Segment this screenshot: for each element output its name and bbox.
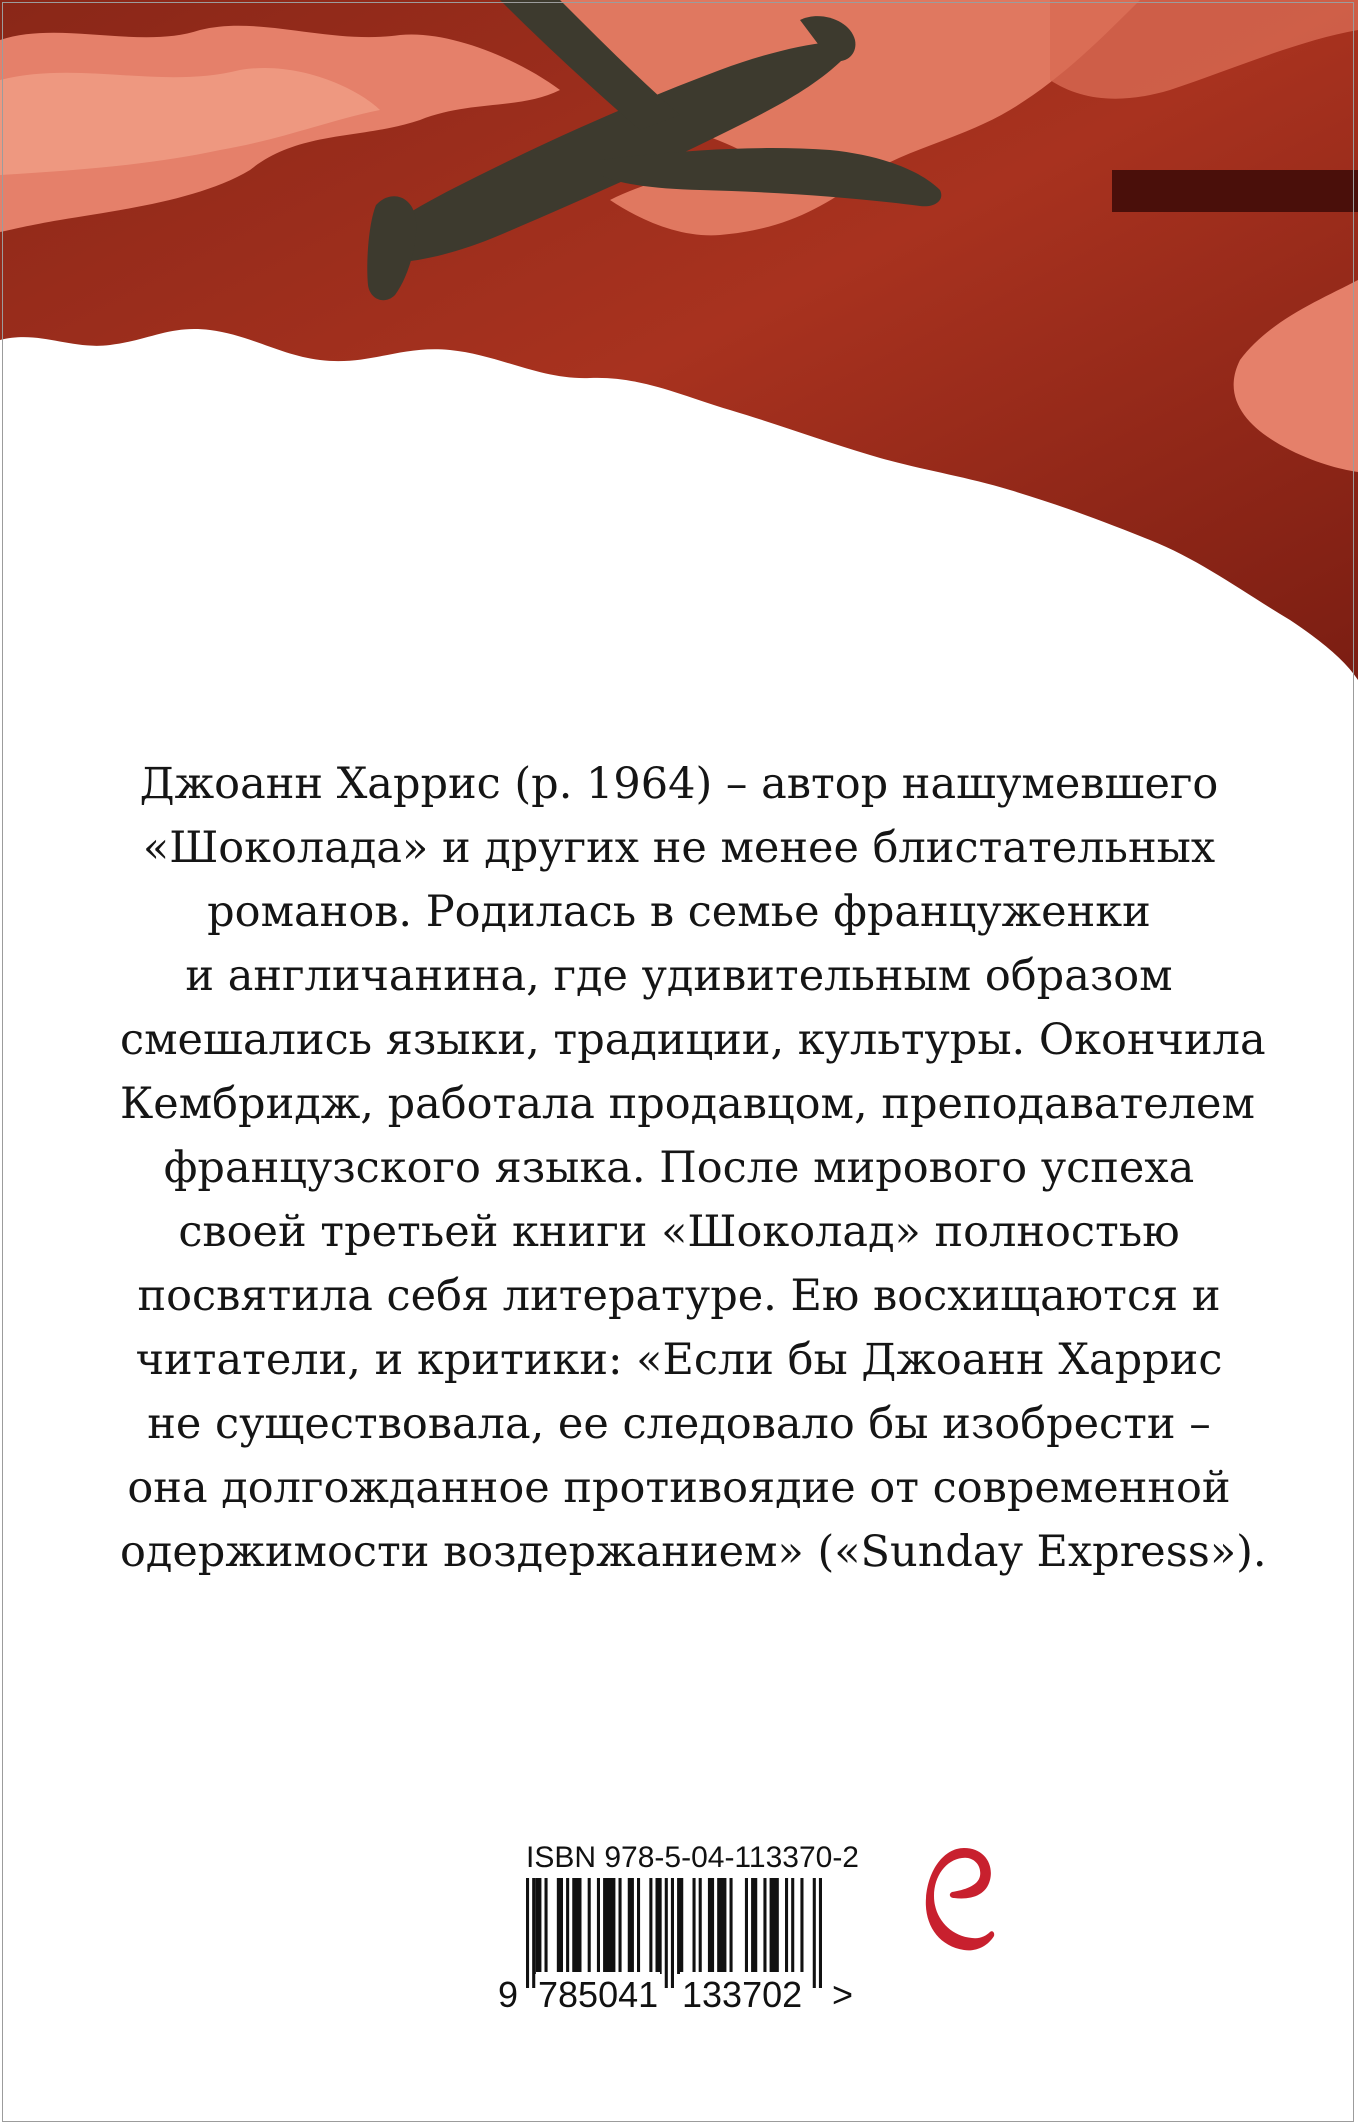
barcode-bar [800,1878,803,1974]
sky-illustration [0,0,1358,700]
blurb-line: читатели, и критики: «Если бы Джоанн Харрис [135,1335,1223,1385]
isbn-barcode [496,1838,859,2018]
barcode-bar [588,1878,591,1974]
barcode-bar [770,1878,779,1974]
barcode-bar [693,1878,696,1974]
barcode-bar [751,1878,757,1974]
barcode-bar [699,1878,702,1974]
barcode-bar [557,1878,563,1974]
barcode-left-group: 785041 [536,1972,660,2018]
blurb-line: Кембридж, работала продавцом, преподавателем [120,1079,1255,1129]
barcode-bar [628,1878,634,1974]
barcode-bar [603,1878,615,1974]
barcode-lead-digit: 9 [496,1972,520,2018]
barcode-bar [763,1878,766,1974]
blurb-line: своей третьей книги «Шоколад» полностью [178,1207,1180,1257]
blurb-line: романов. Родилась в семье француженки [207,887,1151,937]
barcode-bar [785,1878,788,1974]
publisher-logo [924,1844,996,1954]
blurb-line: одержимости воздержанием» («Sunday Express»). [120,1527,1267,1577]
barcode-bar [649,1878,652,1974]
blurb-line: французского языка. После мирового успеха [163,1143,1195,1193]
blurb-line: и англичанина, где удивительным образом [185,951,1173,1001]
barcode-bar [566,1878,569,1974]
blurb-line: Джоанн Харрис (р. 1964) – автор нашумевшего [139,759,1219,809]
barcode-bar [597,1878,600,1974]
barcode-bar [730,1878,733,1974]
blurb-line: не существовала, ее следовало бы изобрести – [147,1399,1211,1449]
spine-band-mark [1112,170,1358,212]
blurb-line: посвятила себя литературе. Ею восхищаются и [137,1271,1221,1321]
barcode-bar [535,1878,541,1974]
barcode-bar [545,1878,548,1974]
author-blurb [120,752,1267,1584]
blurb-line: она долгожданное противоядие от современной [127,1463,1231,1513]
isbn-text: ISBN 978-5-04-113370-2 [526,1841,859,1874]
barcode-bar [637,1878,640,1974]
barcode-bar [656,1878,662,1974]
barcode-bar [791,1878,794,1974]
barcode-bar [619,1878,622,1974]
barcode-digits [496,1972,852,2018]
barcode-bar [745,1878,748,1974]
barcode-right-group: 133702 [680,1972,804,2018]
blurb-line: смешались языки, традиции, культуры. Окончила [120,1015,1266,1065]
barcode-trail-mark: > [830,1972,855,2018]
barcode-bar [677,1878,683,1974]
barcode-bar [717,1878,726,1974]
blurb-line: «Шоколада» и других не менее блистательных [142,823,1216,873]
barcode-bar [572,1878,581,1974]
barcode-bar [708,1878,714,1974]
